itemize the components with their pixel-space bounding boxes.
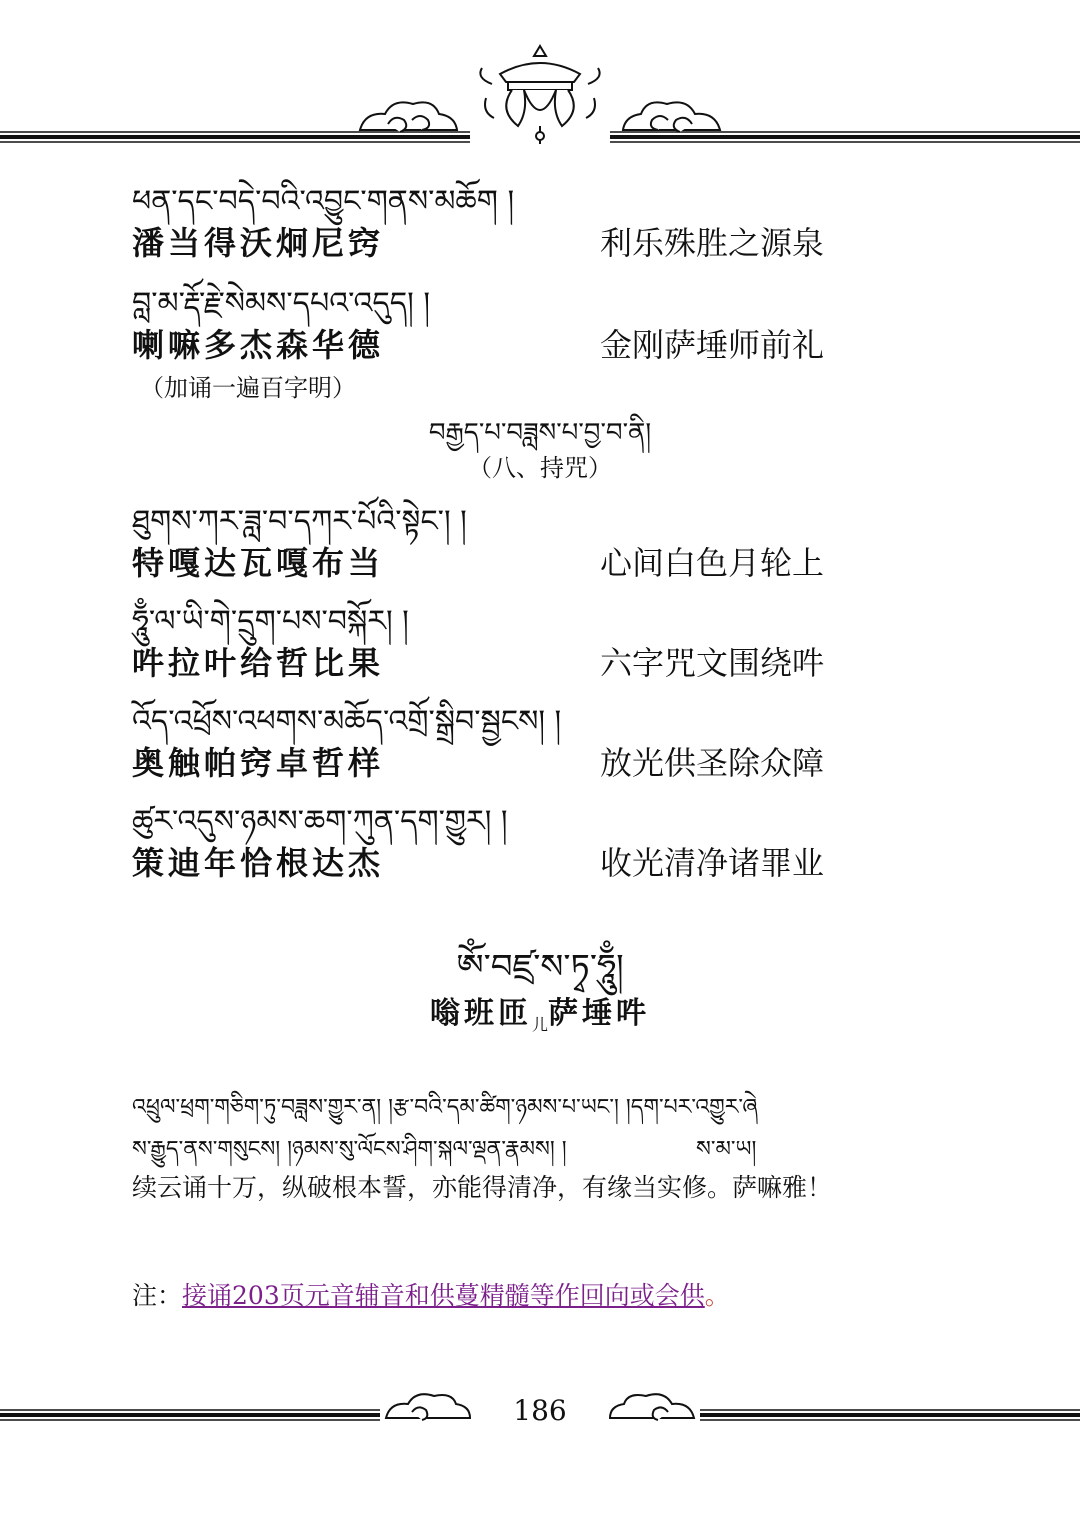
header-ornament <box>0 40 1080 160</box>
mantra-chinese <box>0 988 1080 1035</box>
verse-meaning: 收光清净诸罪业 <box>600 844 825 882</box>
closing-tibetan-line-2: ས་རྒྱུད་ནས་གསུངས། །ཉམས་སུ་ལོངས་ཤིག་སྐལ་ལྡན་རྣམས། ། <box>132 1137 567 1162</box>
verse-phonetic: 吽拉叶给哲比果 <box>132 644 385 682</box>
verse-phonetic: 特嘎达瓦嘎布当 <box>132 544 385 582</box>
verse-phonetic: 潘当得沃炯尼窍 <box>132 224 385 262</box>
verse-meaning: 心间白色月轮上 <box>600 544 825 582</box>
verse-phonetic: 策迪年恰根达杰 <box>132 844 385 882</box>
verse-tibetan: ཧཱུྃ་ལ་ཡི་གེ་དྲུག་པས་བསྐོར། ། <box>132 604 409 639</box>
instruction-note: （加诵一遍百字明） <box>140 374 356 402</box>
note <box>132 1276 730 1312</box>
parasol-ornament-icon <box>480 46 599 144</box>
verse-meaning: 六字咒文围绕吽 <box>600 644 825 682</box>
note-link[interactable]: 接诵203页元音辅音和供蔓精髓等作回向或会供 <box>182 1281 705 1310</box>
note-label: 注： <box>132 1281 183 1310</box>
verse-meaning: 利乐殊胜之源泉 <box>600 224 825 262</box>
note-end: 。 <box>704 1281 730 1310</box>
verse-meaning: 放光供圣除众障 <box>600 744 825 782</box>
verse-phonetic: 奥触帕窍卓哲样 <box>132 744 385 782</box>
verse-meaning: 金刚萨埵师前礼 <box>600 326 825 364</box>
cloud-ornament-icon <box>360 102 457 132</box>
closing-chinese: 续云诵十万，纵破根本誓，亦能得清净，有缘当实修。萨嘛雅！ <box>132 1173 833 1202</box>
mantra-chinese-end: 萨埵吽 <box>548 996 650 1031</box>
mantra-tibetan: ཨོཾ་བཛྲ་ས་ཏྭ་ཧཱུྃ། <box>456 947 624 987</box>
closing-tibetan-line-1: འཕྲུལ་ཕྲག་གཅིག་ཏུ་བཟླས་གྱུར་ན། །རྩ་བའི་དམ་ཚིག་ཉམས་པ་ཡང་། །དག་པར་འགྱུར་ཞེ <box>132 1095 758 1120</box>
closing-tibetan-samaya: ས་མ་ཡ། <box>696 1137 757 1162</box>
header-rule-left <box>0 132 470 142</box>
header-rule-right <box>610 132 1080 142</box>
verse-tibetan: ཐུགས་ཀར་ཟླ་བ་དཀར་པོའི་སྟེང་། ། <box>132 504 467 539</box>
verse-phonetic: 喇嘛多杰森华德 <box>132 326 385 364</box>
verse-tibetan: བླ་མ་རྡོ་རྗེ་སེམས་དཔའ་འདུད། ། <box>132 286 431 321</box>
verse-tibetan: ཕན་དང་བདེ་བའི་འབྱུང་གནས་མཆོག ། <box>132 184 515 219</box>
mantra-chinese-main: 嗡班匝 <box>429 996 532 1031</box>
verse-tibetan: འོད་འཕྲོས་འཕགས་མཆོད་འགྲོ་སྒྲིབ་སྦྱངས། ། <box>132 704 562 739</box>
section-heading-tibetan: བརྒྱད་པ་བཟླས་པ་བྱ་བ་ནི། <box>428 418 652 448</box>
section-heading-chinese: （八、持咒） <box>468 454 612 482</box>
cloud-ornament-icon <box>623 102 720 132</box>
verse-tibetan: ཚུར་འདུས་ཉམས་ཆག་ཀུན་དག་གྱུར། ། <box>132 804 508 839</box>
page-number: 186 <box>513 1394 567 1427</box>
mantra-chinese-sub: 儿 <box>531 1015 548 1034</box>
